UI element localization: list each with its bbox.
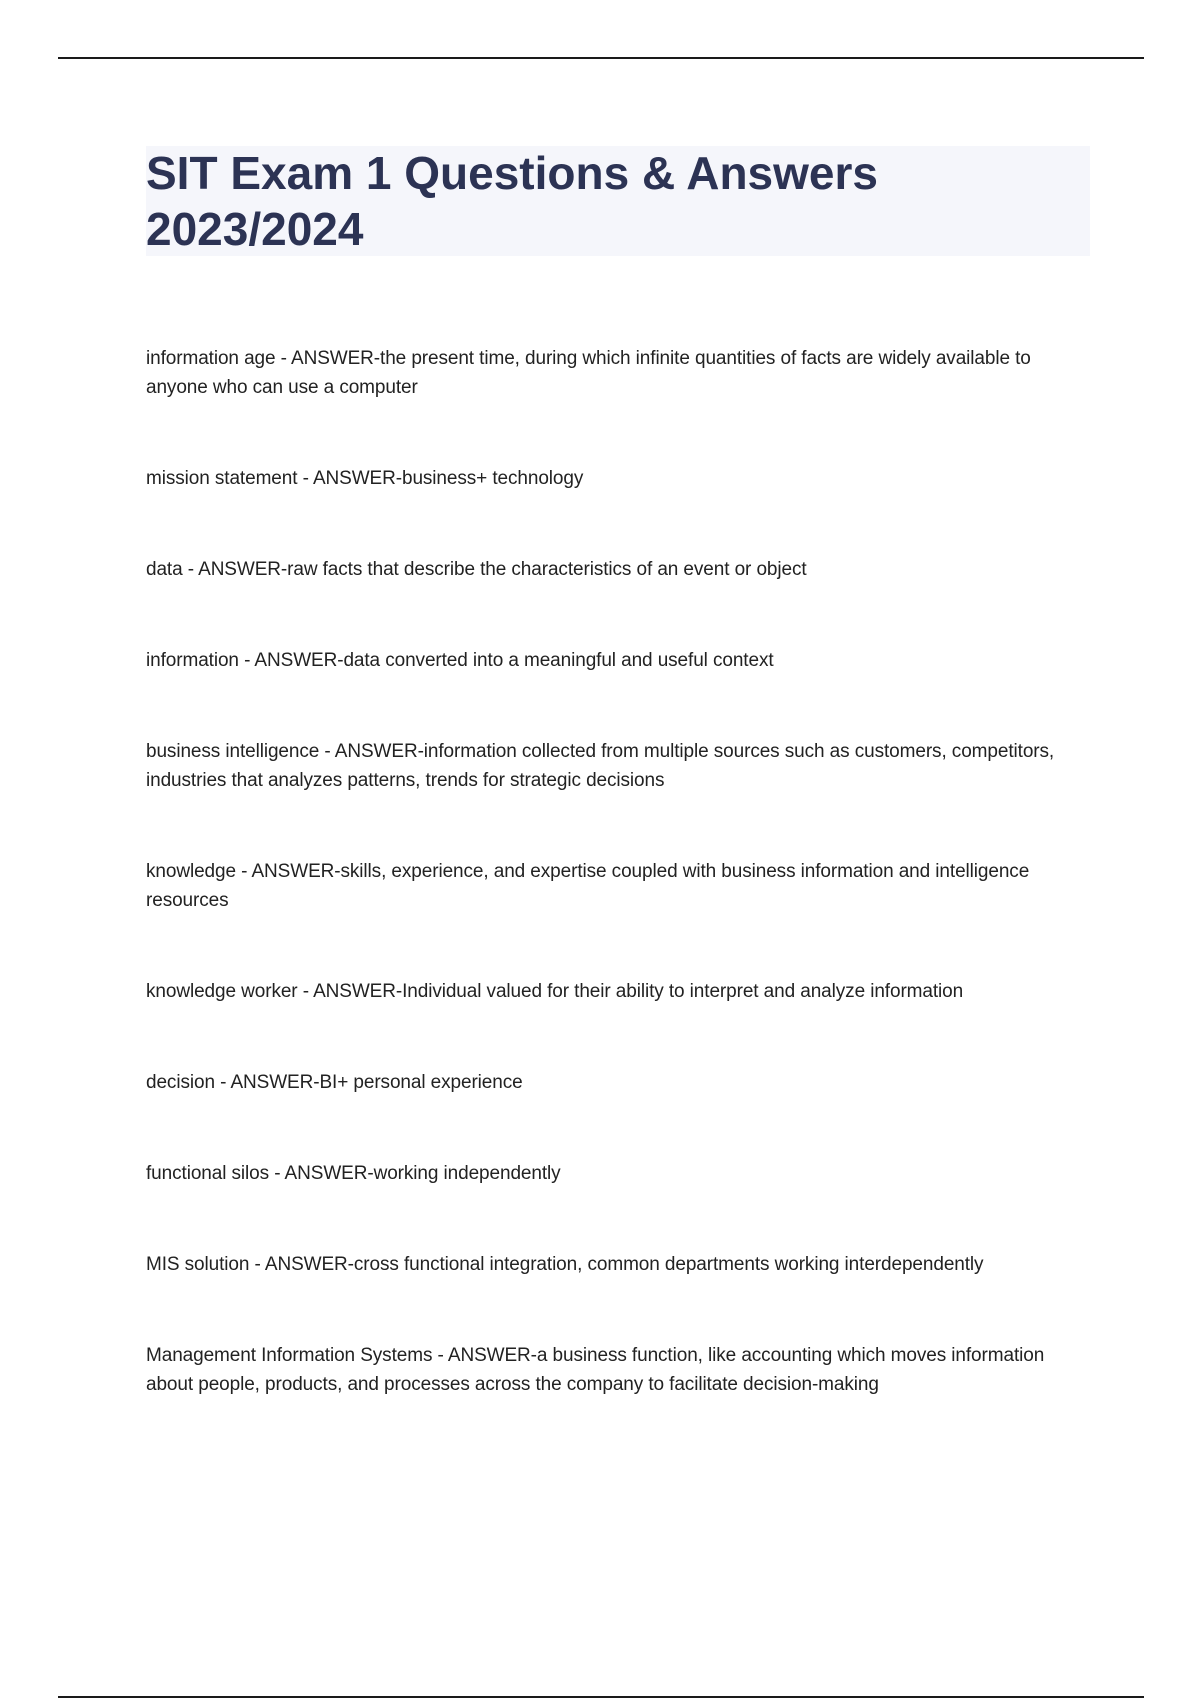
qa-item: mission statement - ANSWER-business+ technology [146,468,584,489]
qa-item: knowledge - ANSWER-skills, experience, and expertise coupled with business information and intelligence resources [146,861,1030,911]
qa-item: functional silos - ANSWER-working independently [146,1163,561,1184]
qa-item: decision - ANSWER-BI+ personal experience [146,1072,523,1093]
qa-item: business intelligence - ANSWER-information collected from multiple sources such as customers, competitors, industries that analyzes patterns, trends for strategic decisions [146,741,1055,791]
qa-item: knowledge worker - ANSWER-Individual valued for their ability to interpret and analyze information [146,981,964,1002]
top-divider [58,57,1144,59]
qa-item: Management Information Systems - ANSWER-a business function, like accounting which moves information about people, products, and processes across the company to facilitate decision-making [146,1345,1045,1395]
page-title: SIT Exam 1 Questions & Answers 2023/2024 [146,147,878,255]
qa-list [146,344,1090,1461]
bottom-divider [58,1696,1144,1698]
qa-item: information age - ANSWER-the present time, during which infinite quantities of facts are widely available to anyone who can use a computer [146,348,1031,398]
title-block [146,146,1090,256]
qa-item: information - ANSWER-data converted into a meaningful and useful context [146,650,774,671]
qa-item: data - ANSWER-raw facts that describe the characteristics of an event or object [146,559,807,580]
qa-item: MIS solution - ANSWER-cross functional integration, common departments working interdependently [146,1254,984,1275]
